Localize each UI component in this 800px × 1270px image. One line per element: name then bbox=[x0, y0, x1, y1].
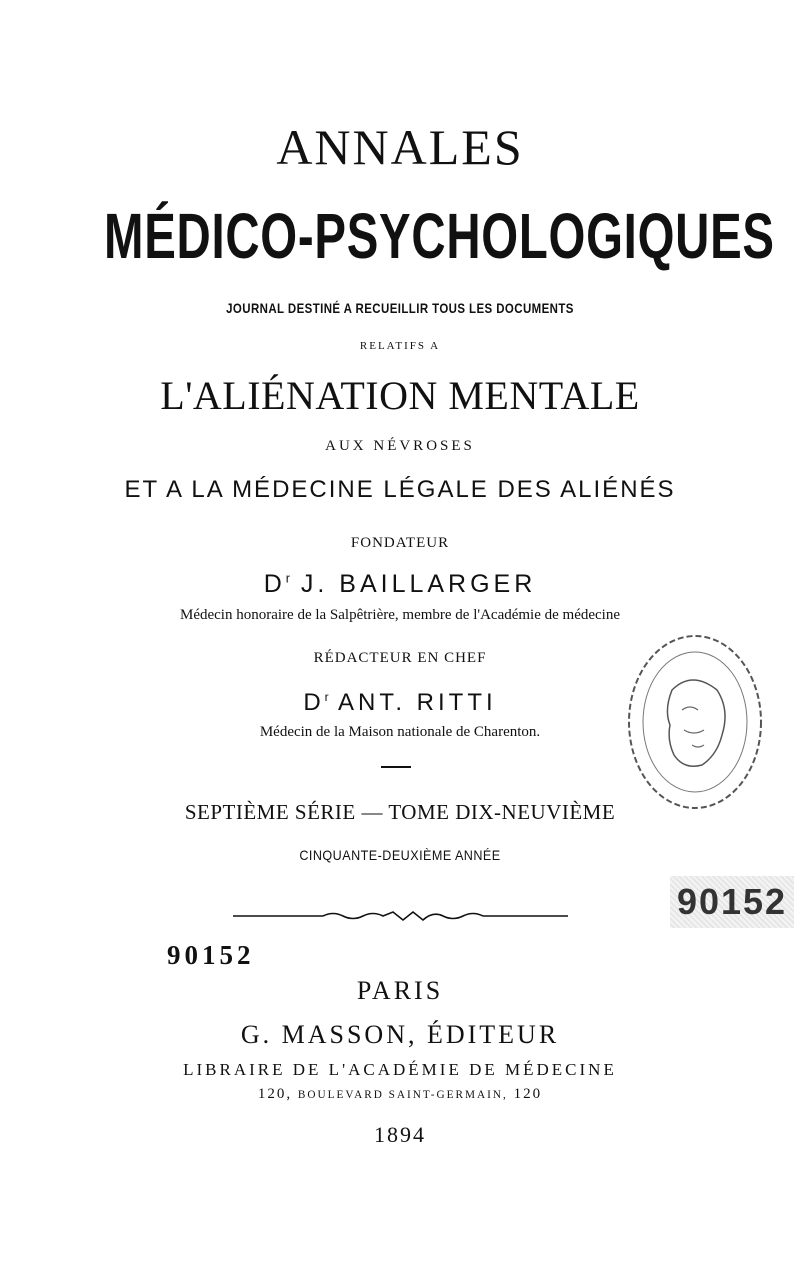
relatifs-text: RELATIFS A bbox=[359, 340, 441, 352]
founder-prefix: D bbox=[263, 570, 286, 598]
publisher-library: LIBRAIRE DE L'ACADÉMIE DE MÉDECINE bbox=[183, 1060, 617, 1079]
founder-prefix-sup: r bbox=[285, 571, 290, 586]
catalog-number: 90152 bbox=[167, 940, 255, 970]
editor-prefix-sup: r bbox=[324, 690, 329, 704]
founder-label: FONDATEUR bbox=[350, 535, 450, 551]
founder-name-text: J. BAILLARGER bbox=[300, 570, 537, 598]
journal-title-annales: ANNALES bbox=[276, 119, 524, 175]
library-stamp-icon bbox=[622, 630, 768, 820]
medecine-legale-text: ET A LA MÉDECINE LÉGALE DES ALIÉNÉS bbox=[124, 476, 676, 503]
publisher-name: G. MASSON, ÉDITEUR bbox=[240, 1020, 560, 1049]
address-number-1: 120, bbox=[257, 1086, 293, 1102]
editor-name-text: ANT. RITTI bbox=[338, 689, 497, 716]
short-rule bbox=[381, 766, 411, 768]
editor-description: Médecin de la Maison nationale de Charenton. bbox=[259, 724, 541, 740]
year-line: CINQUANTE-DEUXIÈME ANNÉE bbox=[299, 847, 501, 863]
address-number-2: 120 bbox=[513, 1086, 543, 1102]
publication-year: 1894 bbox=[374, 1122, 426, 1147]
journal-title-main: MÉDICO-PSYCHOLOGIQUES bbox=[104, 200, 775, 272]
editor-label: RÉDACTEUR EN CHEF bbox=[313, 650, 487, 666]
nevroses-text: AUX NÉVROSES bbox=[325, 438, 475, 454]
editor-prefix: D bbox=[303, 689, 325, 716]
founder-name bbox=[0, 570, 800, 599]
publisher-address bbox=[0, 1086, 800, 1103]
alienation-heading: L'ALIÉNATION MENTALE bbox=[160, 373, 640, 418]
stamped-catalog-number: 90152 bbox=[670, 876, 794, 928]
founder-description: Médecin honoraire de la Salpêtrière, membre de l'Académie de médecine bbox=[180, 607, 620, 623]
series-line: SEPTIÈME SÉRIE — TOME DIX-NEUVIÈME bbox=[184, 800, 616, 824]
journal-subtitle: JOURNAL DESTINÉ A RECUEILLIR TOUS LES DOCUMENTS bbox=[226, 300, 574, 316]
ornamental-divider bbox=[233, 908, 568, 924]
address-street: BOULEVARD SAINT-GERMAIN, bbox=[297, 1089, 508, 1101]
publisher-city: PARIS bbox=[356, 976, 444, 1005]
